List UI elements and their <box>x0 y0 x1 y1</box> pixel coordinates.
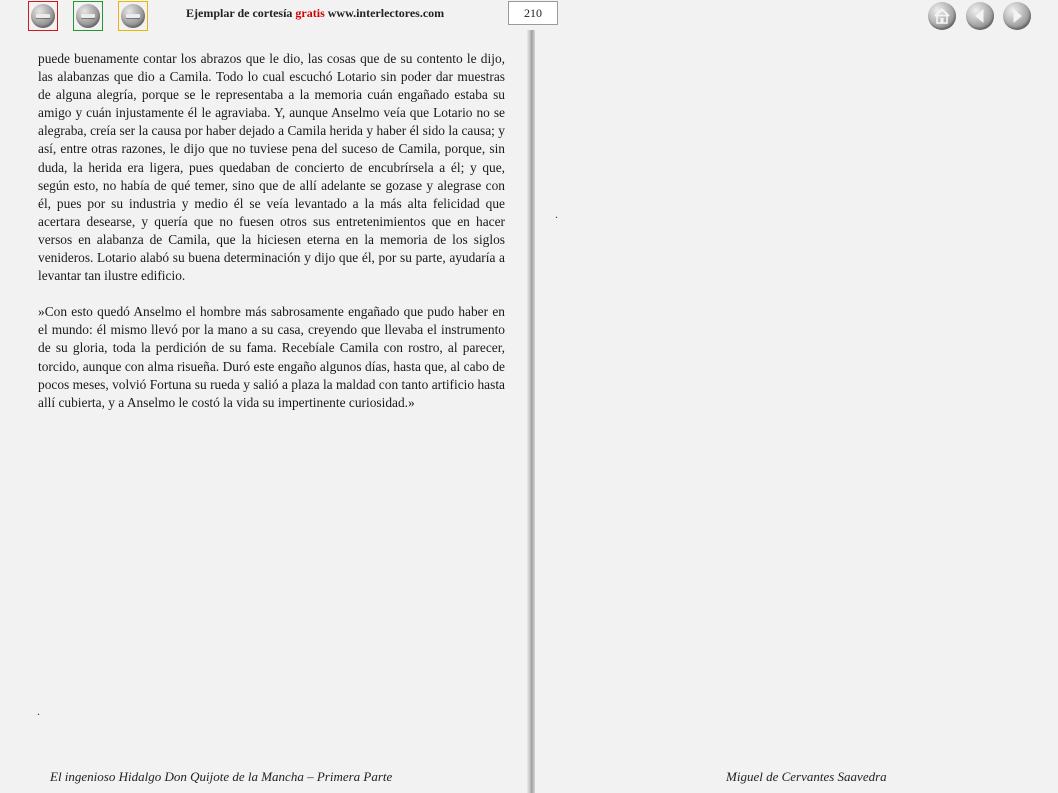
previous-page-button[interactable] <box>966 2 994 30</box>
footer-author: Miguel de Cervantes Saavedra <box>726 769 887 784</box>
next-page-button[interactable] <box>1003 2 1031 30</box>
page-gutter-divider <box>527 30 535 793</box>
green-minus-button[interactable] <box>73 1 103 31</box>
page-number-box: 210 <box>508 1 558 25</box>
footer-book-title: El ingenioso Hidalgo Don Quijote de la Mancha – Primera Parte <box>50 769 393 784</box>
promo-site-link[interactable]: www.interlectores.com <box>327 6 445 20</box>
minus-circle-icon <box>31 4 55 28</box>
arrow-left-icon <box>966 2 994 30</box>
stray-mark-left: . <box>37 704 40 718</box>
stray-mark-right: . <box>555 207 558 221</box>
paragraph: puede buenamente contar los abrazos que le dio, las cosas que de su contento le dijo, las alabanzas que dio a Camila. Todo lo cual escuchó Lotario sin poder dar muestras de alguna alegría, porque se le representaba a la memoria cuán engañado estaba su amigo y cuán injustamente él le agraviaba. Y, aunque Anselmo veía que Lotario no se alegraba, creía ser la causa por haber dejado a Camila herida y haber él sido la causa; y así, entre otras razones, le dijo que no tuviese pena del suceso de Camila, porque, sin duda, la herida era ligera, pues quedaban de concierto de encubrírsela a él; y que, según esto, no había de qué temer, sino que de allí adelante se gozase y alegrase con él, pues por su industria y medio él se veía levantado a la más alta felicidad que acertara desearse, y quería que no fuesen otros sus entretenimientos que en hacer versos en alabanza de Camila, que la hiciesen eterna en la memoria de los siglos venideros. Lotario alabó su buena determinación y dijo que él, por su parte, ayudaría a levantar tan ilustre edificio. <box>38 51 505 284</box>
yellow-minus-button[interactable] <box>118 1 148 31</box>
paragraph: »Con esto quedó Anselmo el hombre más sabrosamente engañado que pudo haber en el mundo: él mismo llevó por la mano a su casa, creyendo que llevaba el instrumento de su gloria, toda la perdición de su fama. Recebíale Camila con rostro, al parecer, torcido, aunque con alma risueña. Duró este engaño algunos días, hasta que, al cabo de pocos meses, volvió Fortuna su rueda y salió a plaza la maldad con tanto artificio hasta allí cubierta, y a Anselmo le costó la vida su impertinente curiosidad.» <box>38 304 505 410</box>
promo-prefix: Ejemplar de cortesía <box>186 6 293 20</box>
home-button[interactable] <box>928 2 956 30</box>
minus-circle-icon <box>121 4 145 28</box>
minus-circle-icon <box>76 4 100 28</box>
promo-banner <box>186 6 444 21</box>
promo-gratis: gratis <box>295 6 325 20</box>
page-text <box>38 50 505 412</box>
red-minus-button[interactable] <box>28 1 58 31</box>
home-icon <box>928 2 956 30</box>
arrow-right-icon <box>1003 2 1031 30</box>
